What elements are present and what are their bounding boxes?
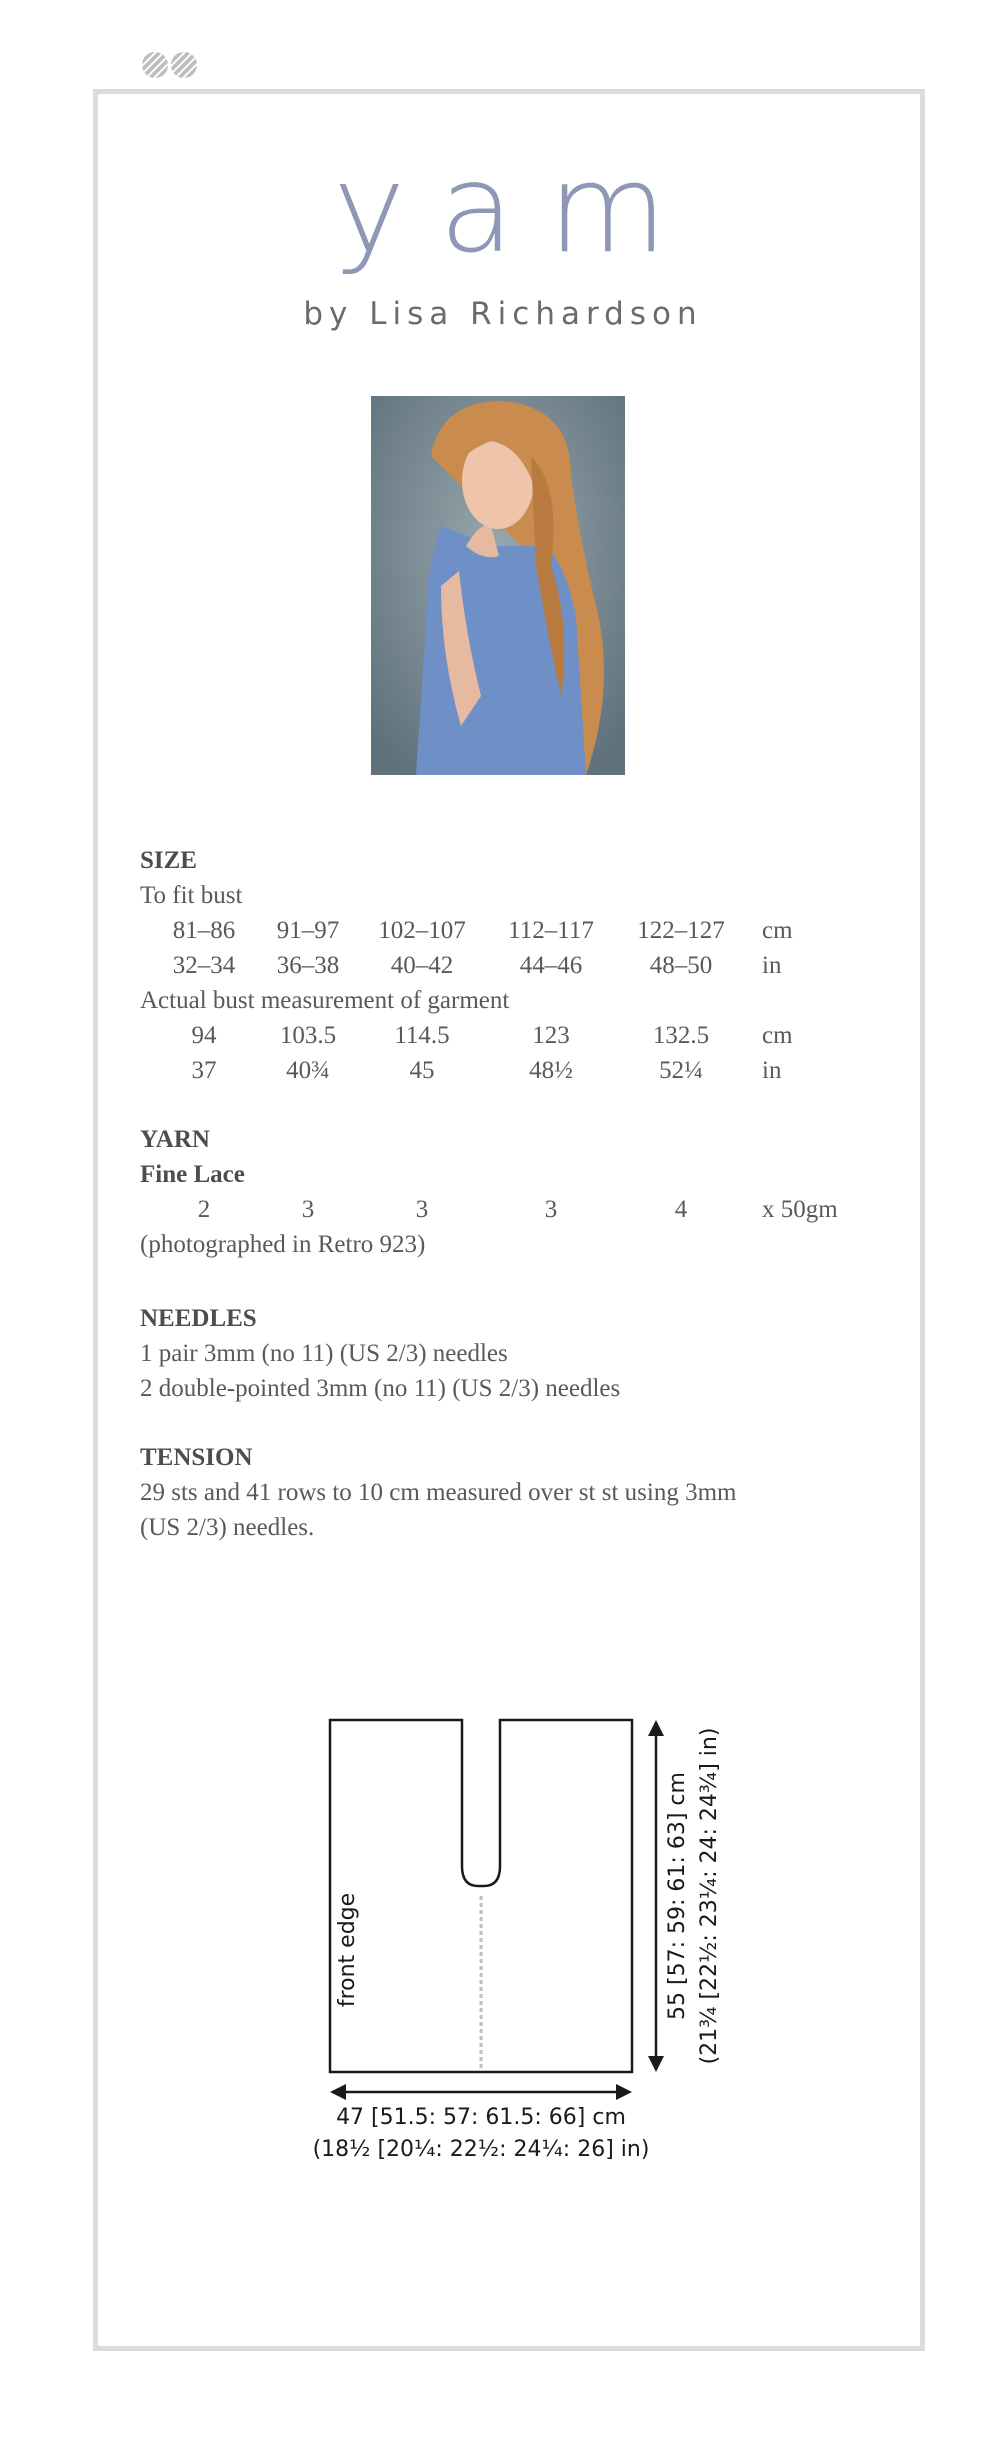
yarn-heading: YARN [140, 1126, 210, 1153]
actual-cm-2: 103.5 [279, 1022, 337, 1049]
actual-cm-4: 123 [532, 1022, 570, 1049]
height-arrow-bottom [648, 2056, 664, 2072]
yarn-balls-4: 3 [544, 1196, 558, 1223]
to-fit-cm-3: 102–107 [378, 917, 466, 944]
needles-heading: NEEDLES [140, 1305, 257, 1332]
needles-line-1: 1 pair 3mm (no 11) (US 2/3) needles [140, 1340, 508, 1367]
to-fit-in-4: 44–46 [519, 952, 583, 979]
yarn-note: (photographed in Retro 923) [140, 1231, 426, 1258]
actual-in-2: 40¾ [286, 1057, 330, 1084]
to-fit-cm-2: 91–97 [276, 917, 340, 944]
actual-in-1: 37 [191, 1057, 217, 1084]
to-fit-bust-label: To fit bust [140, 882, 243, 909]
height-in-label: (21¾ [22½: 23¼: 24: 24¾] in) [697, 1727, 722, 2065]
yarn-balls-1: 2 [197, 1196, 211, 1223]
width-in-label: (18½ [20¼: 22½: 24¼: 26] in) [312, 2137, 650, 2160]
width-arrow-left [330, 2084, 346, 2100]
width-cm-label: 47 [51.5: 57: 61.5: 66] cm [336, 2105, 626, 2130]
to-fit-cm-4: 112–117 [508, 917, 594, 944]
yarn-balls-2: 3 [301, 1196, 315, 1223]
height-cm-label: 55 [57: 59: 61: 63] cm [665, 1772, 690, 2020]
actual-in-5: 52¼ [659, 1057, 703, 1084]
actual-in-3: 45 [409, 1057, 435, 1084]
actual-cm-1: 94 [191, 1022, 217, 1049]
to-fit-in-2: 36–38 [276, 952, 340, 979]
designer-byline: by Lisa Richardson [303, 296, 703, 332]
actual-cm-unit: cm [762, 1022, 793, 1049]
front-edge-label: front edge [335, 1892, 360, 2008]
yarn-name: Fine Lace [140, 1161, 245, 1188]
yarn-balls-5: 4 [674, 1196, 688, 1223]
model-photo-icon [371, 396, 625, 775]
yarn-balls-icon [140, 50, 210, 80]
yarn-balls-3: 3 [415, 1196, 429, 1223]
tension-heading: TENSION [140, 1444, 253, 1471]
width-arrow-right [616, 2084, 632, 2100]
to-fit-in-5: 48–50 [649, 952, 713, 979]
tension-line-2: (US 2/3) needles. [140, 1514, 315, 1541]
pattern-title: yam [333, 138, 701, 280]
to-fit-cm-5: 122–127 [637, 917, 725, 944]
to-fit-in-3: 40–42 [390, 952, 454, 979]
to-fit-cm-unit: cm [762, 917, 793, 944]
actual-in-unit: in [762, 1057, 782, 1084]
needles-line-2: 2 double-pointed 3mm (no 11) (US 2/3) needles [140, 1375, 621, 1402]
height-arrow-top [648, 1720, 664, 1736]
to-fit-cm-1: 81–86 [172, 917, 236, 944]
actual-cm-3: 114.5 [394, 1022, 450, 1049]
to-fit-in-unit: in [762, 952, 782, 979]
actual-cm-5: 132.5 [652, 1022, 710, 1049]
size-heading: SIZE [140, 847, 197, 874]
actual-in-4: 48½ [529, 1057, 573, 1084]
actual-bust-label: Actual bust measurement of garment [140, 987, 510, 1014]
yarn-unit: x 50gm [762, 1196, 838, 1223]
to-fit-in-1: 32–34 [172, 952, 236, 979]
tension-line-1: 29 sts and 41 rows to 10 cm measured over st st using 3mm [140, 1479, 737, 1506]
garment-schematic [300, 1690, 750, 2160]
